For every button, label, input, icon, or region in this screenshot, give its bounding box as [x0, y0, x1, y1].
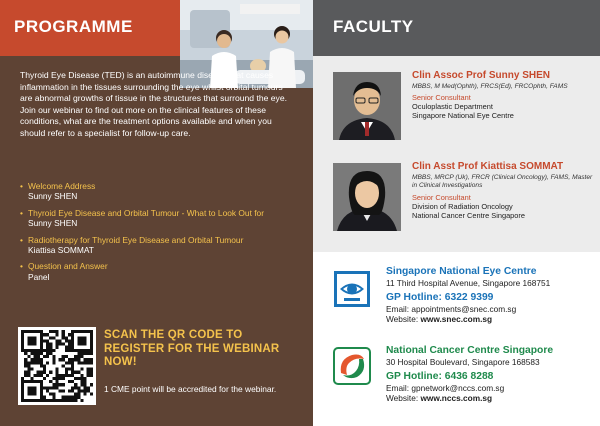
institution-list [313, 252, 600, 426]
institution-email-row [386, 383, 598, 393]
faculty-organisation: National Cancer Centre Singapore [412, 210, 525, 220]
bullet-icon: • [20, 207, 23, 218]
website-label: Website: [386, 313, 419, 324]
faculty-organisation: Singapore National Eye Centre [412, 111, 514, 121]
faculty-qualifications: MBBS, MRCP (Uk), FRCR (Clinical Oncology), FAMS, Master in Clinical Investigations [412, 174, 593, 190]
qr-code-icon[interactable] [18, 327, 96, 405]
email-link[interactable]: appointments@snec.com.sg [411, 303, 517, 314]
faculty-header [313, 0, 600, 56]
institution-details [386, 266, 598, 324]
bullet-icon: • [20, 234, 23, 245]
institution-details [386, 345, 598, 403]
faculty-list [313, 56, 600, 252]
bullet-icon: • [20, 261, 23, 272]
institution-address: 30 Hospital Boulevard, Singapore 168583 [386, 357, 540, 367]
institution-website-row [386, 314, 598, 324]
snec-logo-icon [333, 270, 371, 308]
website-link[interactable]: www.snec.com.sg [420, 313, 493, 324]
faculty-photo-shen [333, 72, 401, 140]
qr-register-heading: SCAN THE QR CODE TO REGISTER FOR THE WEBINAR NOW! [104, 329, 280, 368]
faculty-department: Division of Radiation Oncology [412, 201, 513, 211]
bullet-icon: • [20, 181, 23, 191]
agenda-list [20, 181, 308, 288]
faculty-role: Senior Consultant [412, 93, 471, 103]
institution-hotline: GP Hotline: 6322 9399 [386, 291, 494, 303]
agenda-item [20, 235, 308, 256]
faculty-card [313, 70, 600, 142]
agenda-speaker: Sunny SHEN [28, 218, 78, 229]
faculty-name: Clin Assoc Prof Sunny SHEN [412, 70, 550, 81]
email-label: Email: [386, 303, 410, 314]
programme-header [0, 0, 180, 56]
email-link[interactable]: gpnetwork@nccs.com.sg [411, 382, 505, 393]
email-label: Email: [386, 382, 410, 393]
agenda-title: Thyroid Eye Disease and Orbital Tumour - What to Look Out for [28, 207, 264, 218]
institution-hotline: GP Hotline: 6436 8288 [386, 370, 494, 382]
institution-name: National Cancer Centre Singapore [386, 345, 554, 356]
faculty-details [412, 70, 598, 120]
agenda-title: Question and Answer [28, 261, 108, 272]
agenda-item [20, 261, 308, 282]
faculty-card [313, 161, 600, 241]
institution-name: Singapore National Eye Centre [386, 266, 537, 277]
faculty-role: Senior Consultant [412, 192, 471, 202]
faculty-name: Clin Asst Prof Kiattisa SOMMAT [412, 161, 564, 172]
institution-email-row [386, 304, 598, 314]
cme-note: 1 CME point will be accredited for the webinar. [104, 384, 277, 394]
faculty-photo-sommat [333, 163, 401, 231]
faculty-department: Oculoplastic Department [412, 102, 493, 112]
agenda-title: Welcome Address [28, 181, 96, 191]
faculty-title: FACULTY [333, 17, 414, 36]
faculty-qualifications: MBBS, M Med(Ophth), FRCS(Ed), FRCOphth, FAMS [412, 83, 568, 90]
agenda-speaker: Panel [28, 271, 50, 282]
agenda-title: Radiotherapy for Thyroid Eye Disease and Orbital Tumour [28, 234, 244, 245]
programme-intro: Thyroid Eye Disease (TED) is an autoimmune disease that causes inflammation in the tissues surrounding the eye whilst orbital tumours are abnormal growths of tissue in the structures that surround the eye. Join our webinar to find out more on the clinical features of these conditions, what are the treatment options available and when you should refer to a specialist for follow-up care. [20, 70, 288, 138]
agenda-item [20, 181, 308, 202]
agenda-speaker: Kiattisa SOMMAT [28, 245, 94, 256]
institution-address: 11 Third Hospital Avenue, Singapore 168751 [386, 278, 551, 288]
faculty-details [412, 161, 598, 220]
institution-snec [313, 266, 600, 344]
nccs-logo-icon [333, 347, 371, 385]
website-link[interactable]: www.nccs.com.sg [420, 392, 493, 403]
website-label: Website: [386, 392, 419, 403]
agenda-speaker: Sunny SHEN [28, 191, 78, 202]
agenda-item [20, 208, 308, 229]
institution-nccs [313, 345, 600, 423]
programme-title: PROGRAMME [14, 17, 133, 36]
institution-website-row [386, 393, 598, 403]
